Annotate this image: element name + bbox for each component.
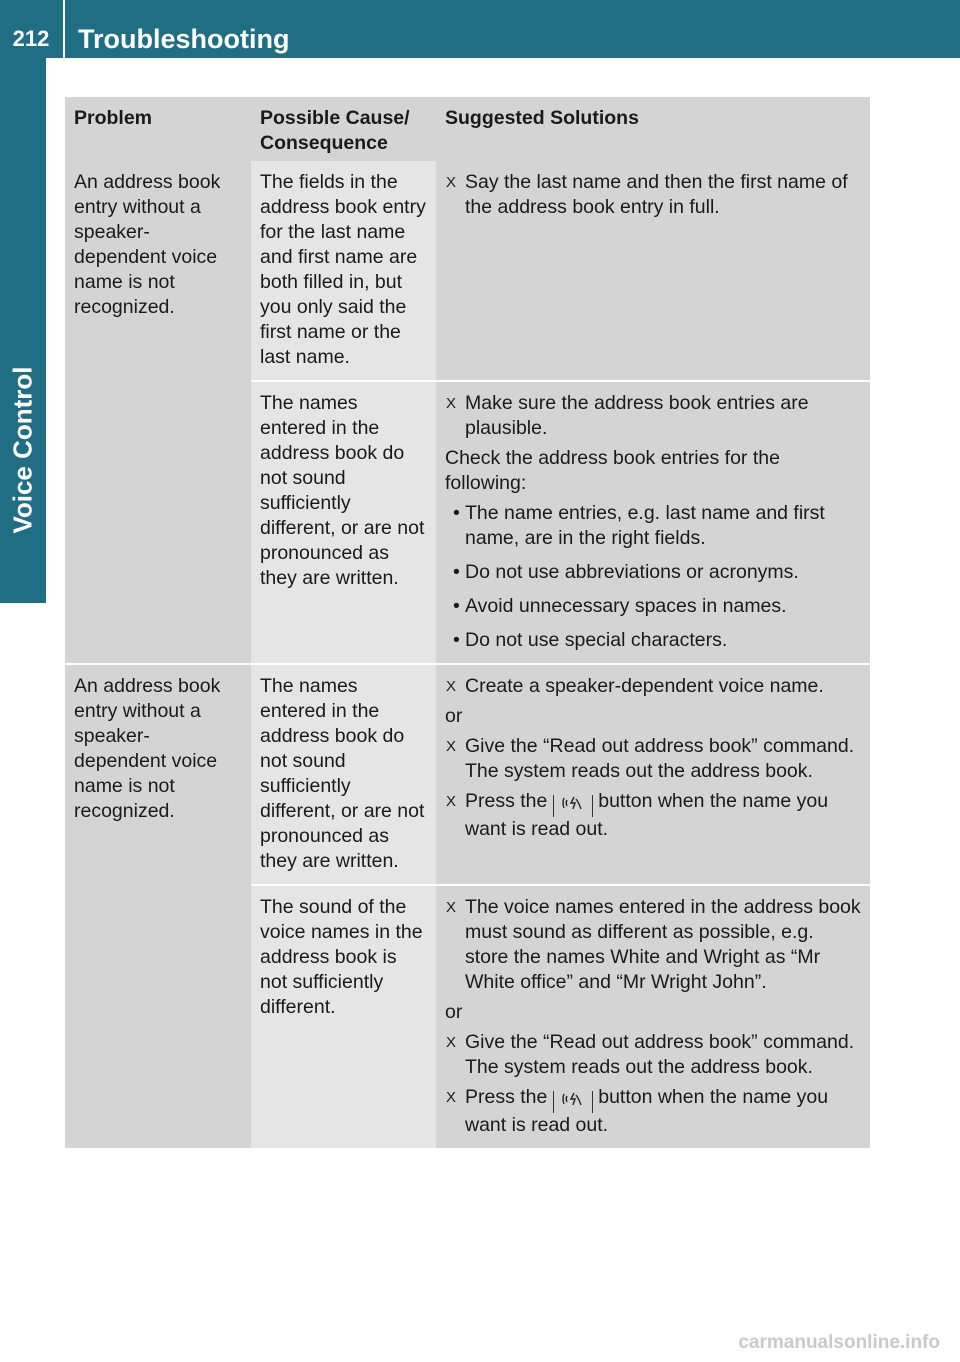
page-number: 212 <box>12 26 50 51</box>
side-tab-label-wrap <box>0 360 46 540</box>
solution-cell <box>436 885 870 1148</box>
header-divider <box>63 0 65 58</box>
step-arrow-icon: X <box>446 678 457 695</box>
cause-cell: The sound of the voice names in the address book is not sufficiently different. <box>251 885 436 1148</box>
step-text-before: Press the <box>465 790 548 812</box>
watermark: carmanualsonline.info <box>738 1332 940 1353</box>
solution-step <box>445 1030 861 1080</box>
step-arrow-icon: X <box>446 395 457 412</box>
list-item <box>445 560 861 585</box>
bullet-icon: • <box>453 561 460 583</box>
solution-step <box>445 734 861 784</box>
cause-cell: The names entered in the address book do not sound sufficiently different, or are not pronounced as they are written. <box>251 664 436 885</box>
step-text: Create a speaker-dependent voice name. <box>465 675 824 697</box>
section-title: Troubleshooting <box>78 24 290 54</box>
solution-step <box>445 789 861 842</box>
step-text: The voice names entered in the address book must sound as different as possible, e.g. store the names White and Wright as “Mr White office” and “Mr Wright John”. <box>465 896 861 993</box>
list-item-text: Do not use abbreviations or acronyms. <box>465 561 799 583</box>
list-item-text: Do not use special characters. <box>465 629 728 651</box>
step-text: Make sure the address book entries are plausible. <box>465 392 809 439</box>
list-item-text: Avoid unnecessary spaces in names. <box>465 595 787 617</box>
column-header-cause: Possible Cause/ Consequence <box>251 97 436 161</box>
solution-cell <box>436 381 870 664</box>
step-text-after: button when the name you want is read out. <box>465 1086 829 1136</box>
voice-control-key-icon <box>553 795 593 817</box>
voice-control-key-icon-svg <box>561 795 585 811</box>
voice-control-key-icon-svg <box>561 1091 585 1107</box>
table-row <box>65 161 870 381</box>
table-row <box>65 664 870 885</box>
side-tab-label: Voice Control <box>7 366 38 534</box>
step-text: Give the “Read out address book” command. The system reads out the address book. <box>465 735 855 782</box>
step-arrow-icon: X <box>446 1089 457 1106</box>
troubleshooting-table <box>65 97 870 1148</box>
solution-step <box>445 674 861 699</box>
step-text: Say the last name and then the first name of the address book entry in full. <box>465 171 848 218</box>
column-header-problem: Problem <box>65 97 251 161</box>
step-text: Give the “Read out address book” command. The system reads out the address book. <box>465 1031 855 1078</box>
or-text: or <box>445 705 463 727</box>
list-item <box>445 594 861 619</box>
bullet-icon: • <box>453 629 460 651</box>
problem-cell: An address book entry without a speaker-dependent voice name is not recognized. <box>65 664 251 1148</box>
solution-cell <box>436 664 870 885</box>
solution-step <box>445 895 861 995</box>
bullet-icon: • <box>453 502 460 524</box>
or-text: or <box>445 1001 463 1023</box>
solution-step <box>445 1085 861 1138</box>
step-arrow-icon: X <box>446 1034 457 1051</box>
step-arrow-icon: X <box>446 174 457 191</box>
solution-note: Check the address book entries for the following: <box>445 447 780 494</box>
step-arrow-icon: X <box>446 899 457 916</box>
cause-cell: The names entered in the address book do not sound sufficiently different, or are not pronounced as they are written. <box>251 381 436 664</box>
list-item <box>445 628 861 653</box>
solution-cell <box>436 161 870 381</box>
cause-cell: The fields in the address book entry for the last name and first name are both filled in, but you only said the first name or the last name. <box>251 161 436 381</box>
step-arrow-icon: X <box>446 738 457 755</box>
voice-control-key-icon <box>553 1091 593 1113</box>
step-text-after: button when the name you want is read out. <box>465 790 829 840</box>
table-header-row <box>65 97 870 161</box>
solution-step <box>445 391 861 441</box>
list-item-text: The name entries, e.g. last name and first name, are in the right fields. <box>465 502 825 549</box>
column-header-solutions: Suggested Solutions <box>436 97 870 161</box>
step-arrow-icon: X <box>446 793 457 810</box>
problem-cell: An address book entry without a speaker-dependent voice name is not recognized. <box>65 161 251 664</box>
bullet-icon: • <box>453 595 460 617</box>
list-item <box>445 501 861 551</box>
step-text-before: Press the <box>465 1086 548 1108</box>
solution-step <box>445 170 861 220</box>
